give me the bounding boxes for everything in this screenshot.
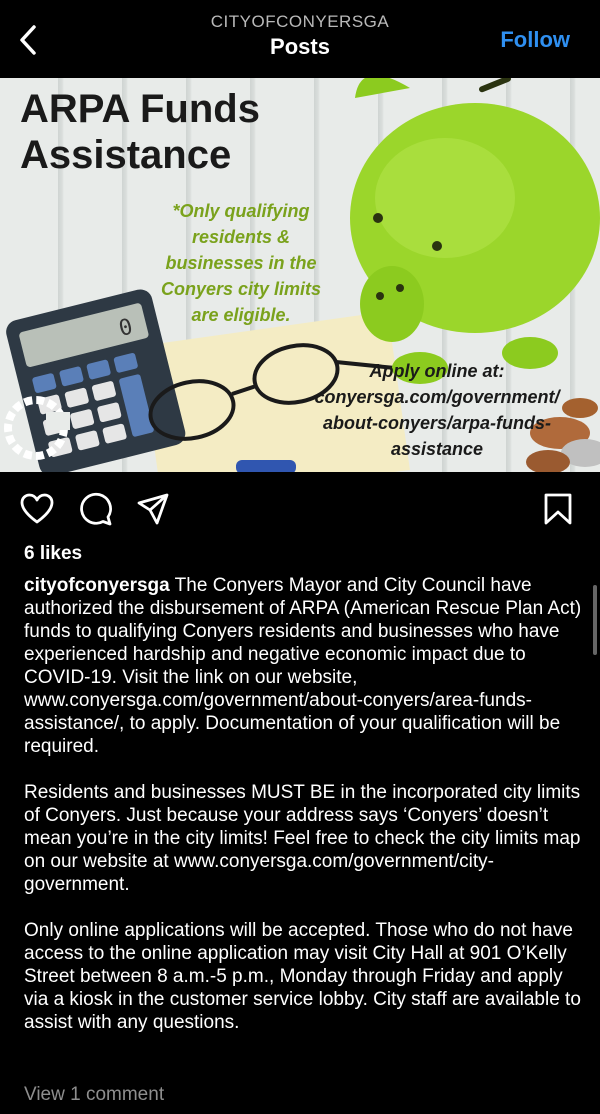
caption-username[interactable]: cityofconyersga <box>24 575 170 596</box>
caption-paragraph-2: Residents and businesses MUST BE in the incorporated city limits of Conyers. Just because your address says ‘Conyers’ doesn’t mean you’re in the city limits! Feel free to check the city limits map on our website at www.conyersga.com/government/city-government. <box>24 782 581 895</box>
post-caption <box>24 574 584 1057</box>
top-bar <box>0 0 600 78</box>
bookmark-icon[interactable] <box>541 492 575 526</box>
scrollbar[interactable] <box>593 585 597 655</box>
comment-icon[interactable] <box>79 492 113 526</box>
follow-button[interactable]: Follow <box>500 27 570 52</box>
apply-online-text: Apply online at: conyersga.com/government/ about-conyers/arpa-funds- assistance <box>314 361 560 459</box>
view-comments-link[interactable]: View 1 comment <box>24 1084 165 1105</box>
share-icon[interactable] <box>136 492 170 526</box>
eligibility-note: *Only qualifying residents & businesses in the Conyers city limits are eligible. <box>160 201 322 325</box>
piggy-bank-icon <box>350 78 600 384</box>
caption-paragraph-3: Only online applications will be accepted. Those who do not have access to the online application may visit City Hall at 901 O’Kelly Street between 8 a.m.-5 p.m., Monday through Friday and apply via a kiosk in the customer service lobby. City staff are available to assist with any questions. <box>24 920 581 1033</box>
action-bar <box>0 472 600 542</box>
caption-paragraph-1: The Conyers Mayor and City Council have authorized the disbursement of ARPA (American Rescue Plan Act) funds to qualifying Conyers residents and businesses who have experienced hardship and negative economic impact due to COVID-19. Visit the link on our website, www.conyersga.com/government/about-conyers/area-funds-assistance/, to apply. Documentation of your qualification will be required. <box>24 575 582 757</box>
heart-icon[interactable] <box>20 492 54 526</box>
account-name: CITYOFCONYERSGA <box>210 12 390 31</box>
post-image[interactable] <box>0 78 600 472</box>
page-title: Posts <box>270 34 330 59</box>
calculator-display: 0 <box>116 314 136 342</box>
post-title: ARPA Funds Assistance <box>20 87 260 177</box>
likes-count[interactable]: 6 likes <box>24 543 83 564</box>
